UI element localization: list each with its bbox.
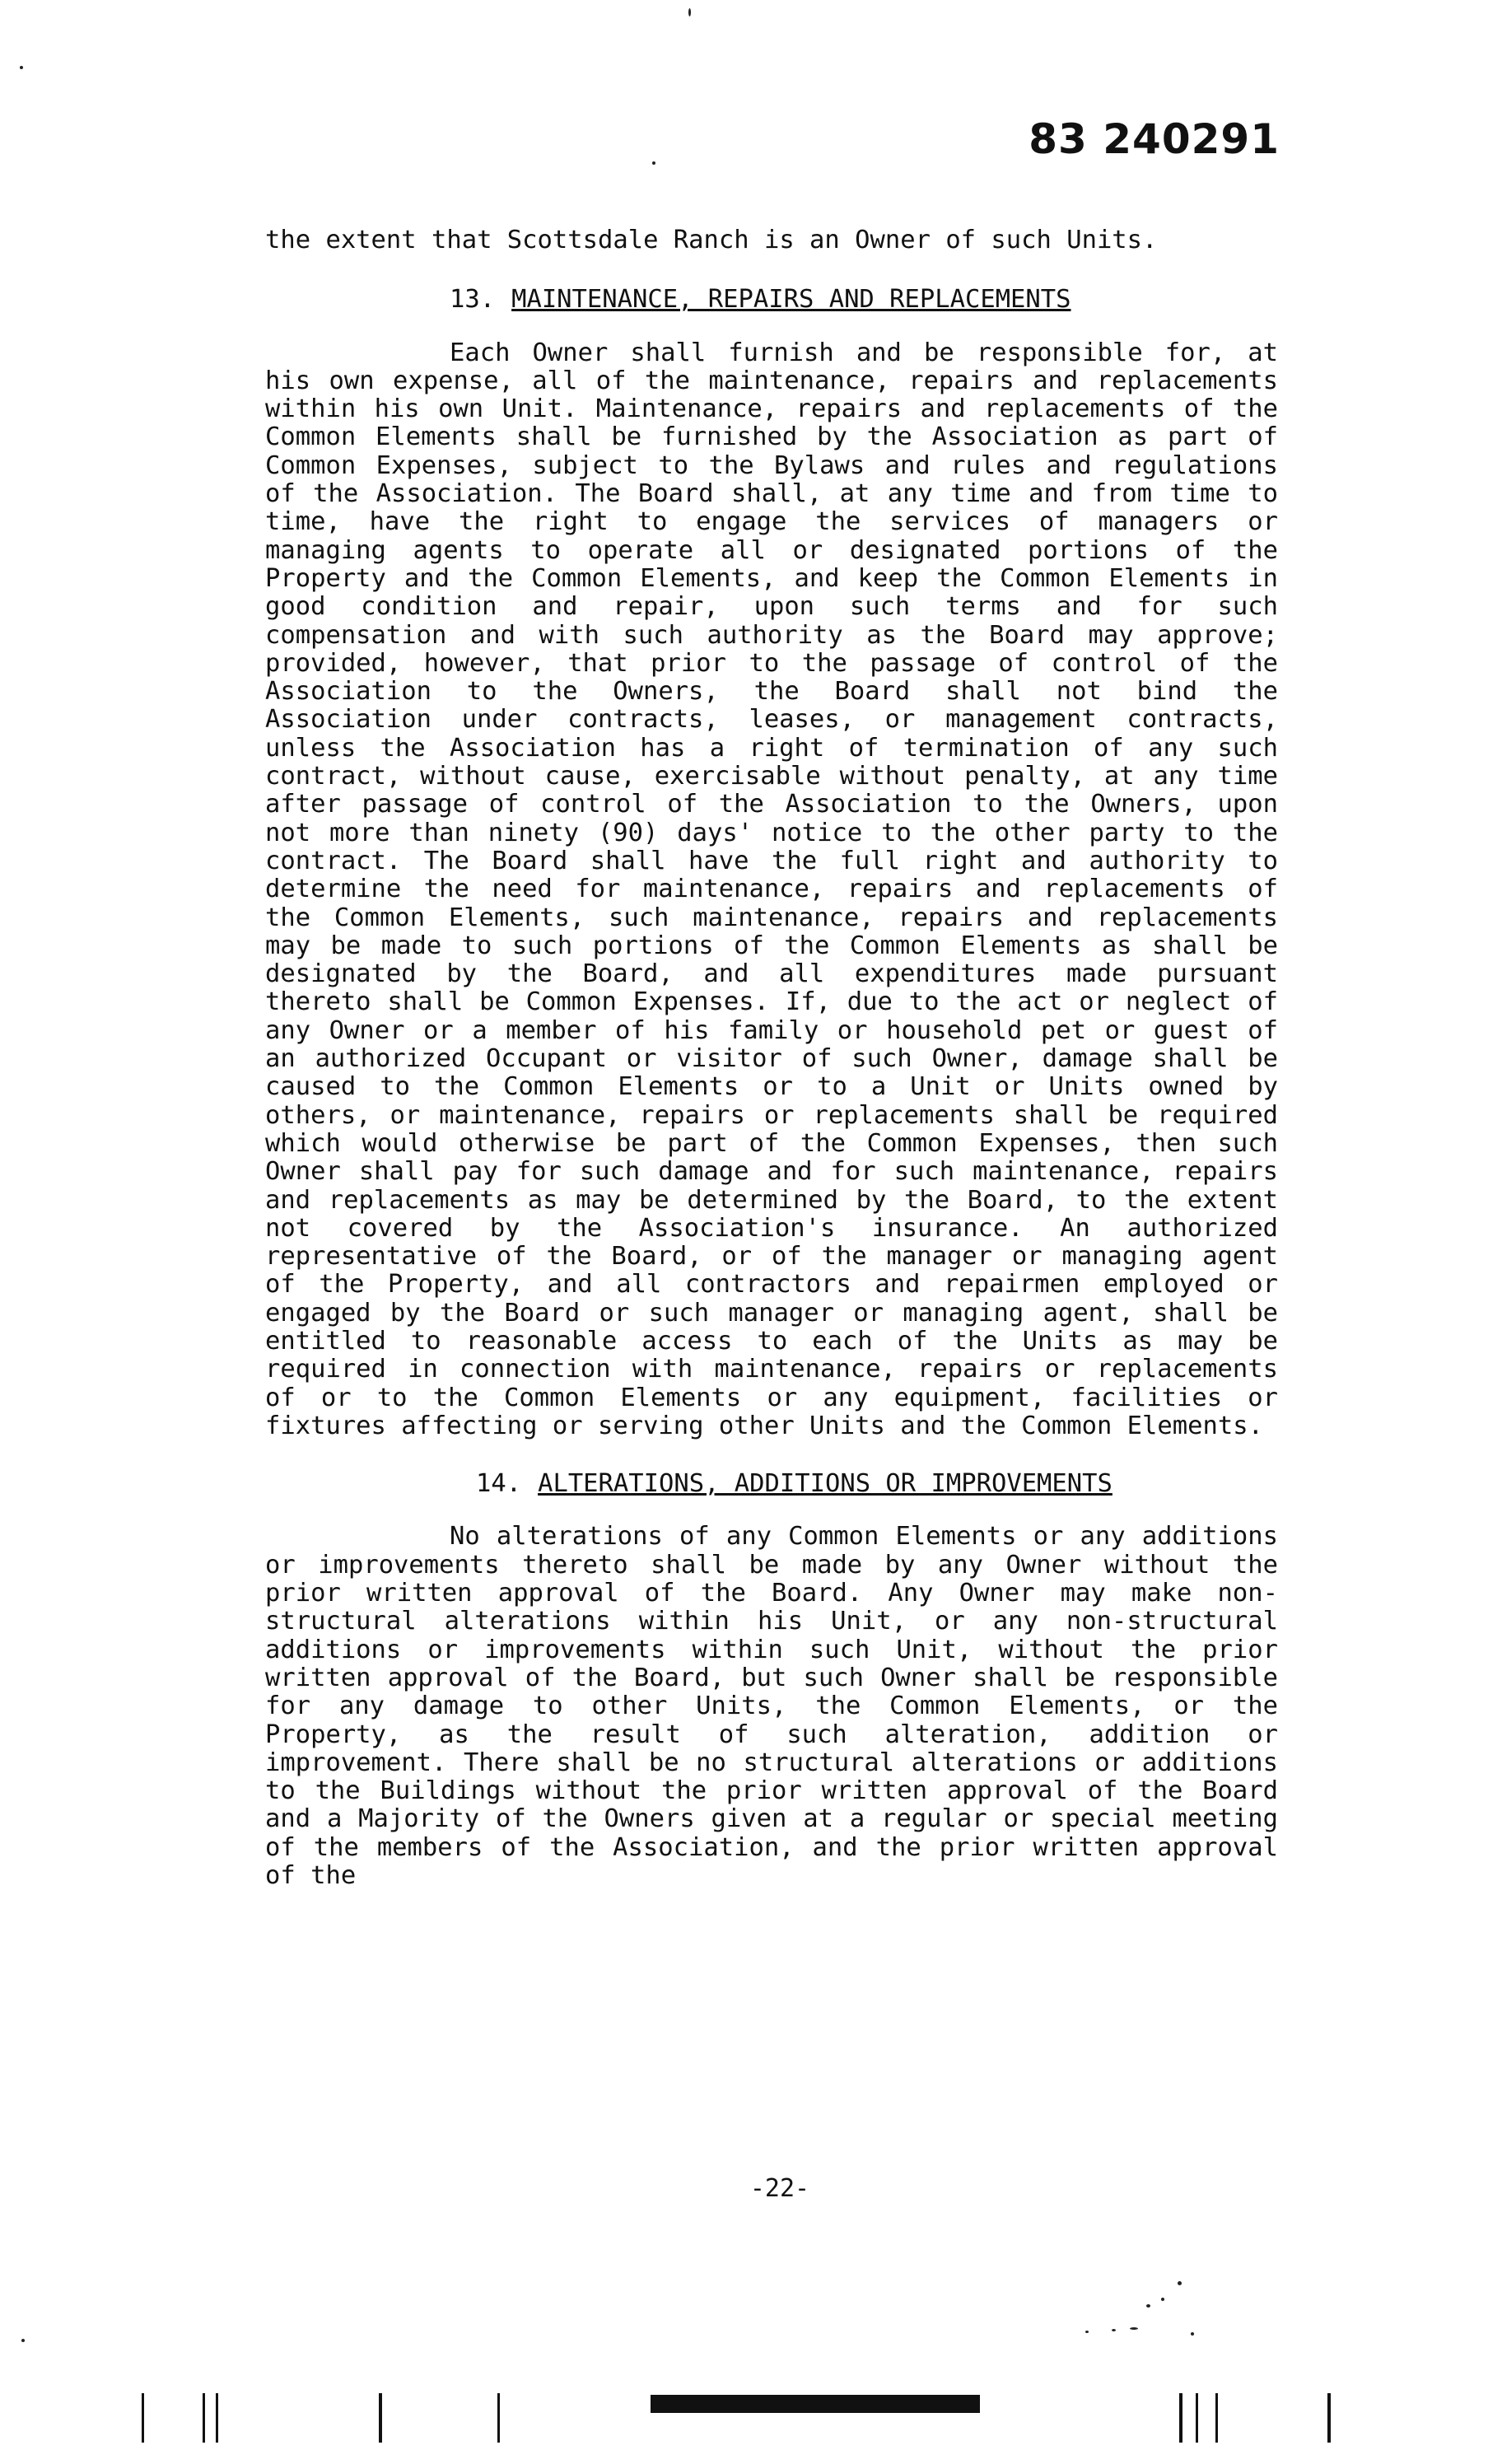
scan-edge-mark — [379, 2393, 382, 2443]
scan-edge-mark — [216, 2393, 218, 2443]
scan-speck — [652, 161, 655, 165]
scan-edge-mark — [1215, 2393, 1218, 2443]
scan-speck — [1112, 2329, 1116, 2331]
section-14-title: ALTERATIONS, ADDITIONS OR IMPROVEMENTS — [538, 1469, 1113, 1499]
scan-edge-mark — [142, 2393, 144, 2443]
scan-speck — [688, 8, 691, 16]
document-body — [265, 226, 1278, 1890]
scan-speck — [21, 2339, 25, 2342]
document-number: 83 240291 — [1029, 115, 1280, 163]
scan-speck — [1146, 2304, 1150, 2308]
section-13-paragraph: Each Owner shall furnish and be responsible for, at his own expense, all of the maintenance, repairs and replacements within his own Unit. Maintenance, repairs and replacements of the Common Elements shall be furnished by the Association as part of Common Expenses, subject to the Bylaws and rules and regulations of the Association. The Board shall, at any time and from time to time, have the right to engage the services of managers or managing agents to operate all or designated portions of the Property and the Common Elements, and keep the Common Elements in good condition and repair, upon such terms and for such compensation and with such authority as the Board may approve; provided, however, that prior to the passage of control of the Association to the Owners, the Board shall not bind the Association under contracts, leases, or management contracts, unless the Association has a right of termination of any such contract, without cause, exercisable without penalty, at any time after passage of control of the Association to the Owners, upon not more than ninety (90) days' notice to the other party to the contract. The Board shall have the full right and authority to determine the need for maintenance, repairs and replacements of the Common Elements, such maintenance, repairs and replacements may be made to such portions of the Common Elements as shall be designated by the Board, and all expenditures made pursuant thereto shall be Common Expenses. If, due to the act or neglect of any Owner or a member of his family or household pet or guest of an authorized Occupant or visitor of such Owner, damage shall be caused to the Common Elements or to a Unit or Units owned by others, or maintenance, repairs or replacements shall be required which would otherwise be part of the Common Expenses, then such Owner shall pay for such damage and for such maintenance, repairs and replacements as may be determined by the Board, to the extent not covered by the Association's insurance. An authorized representative of the Board, or of the manager or managing agent of the Property, and all contractors and repairmen employed or engaged by the Board or such manager or managing agent, shall be entitled to reasonable access to each of the Units as may be required in connection with maintenance, repairs or replacements of or to the Common Elements or any equipment, facilities or fixtures affecting or serving other Units and the Common Elements. — [265, 338, 1278, 1440]
section-14-heading — [265, 1470, 1278, 1498]
section-13-heading — [265, 286, 1278, 314]
section-14-number: 14. — [476, 1469, 522, 1499]
section-14-paragraph: No alterations of any Common Elements or any additions or improvements thereto shall be made by any Owner without the prior written approval of the Board. Any Owner may make non-structural alterations within his Unit, or any non-structural additions or improvements within such Unit, without the prior written approval of the Board, but such Owner shall be responsible for any damage to other Units, the Common Elements, or the Property, as the result of such alteration, addition or improvement. There shall be no structural alterations or additions to the Buildings without the prior written approval of the Board and a Majority of the Owners given at a regular or special meeting of the members of the Association, and the prior written approval of the — [265, 1522, 1278, 1891]
section-13-title: MAINTENANCE, REPAIRS AND REPLACEMENTS — [511, 285, 1071, 315]
intro-paragraph: the extent that Scottsdale Ranch is an Owner of such Units. — [265, 226, 1158, 254]
scan-edge-mark — [1179, 2393, 1182, 2443]
scan-edge-mark — [1196, 2393, 1198, 2443]
scan-speck — [1191, 2332, 1194, 2336]
scan-edge-mark — [497, 2393, 500, 2443]
scan-speck — [1130, 2327, 1138, 2330]
scan-speck — [20, 66, 23, 69]
page-number: -22- — [749, 2174, 810, 2203]
scan-edge-mark — [203, 2393, 205, 2443]
scan-speck — [1161, 2298, 1164, 2301]
section-13-number: 13. — [450, 285, 496, 315]
scan-edge-bar — [651, 2395, 980, 2413]
scan-edge-mark — [1327, 2393, 1331, 2443]
scan-speck — [1178, 2281, 1182, 2285]
scan-speck — [1085, 2331, 1089, 2333]
